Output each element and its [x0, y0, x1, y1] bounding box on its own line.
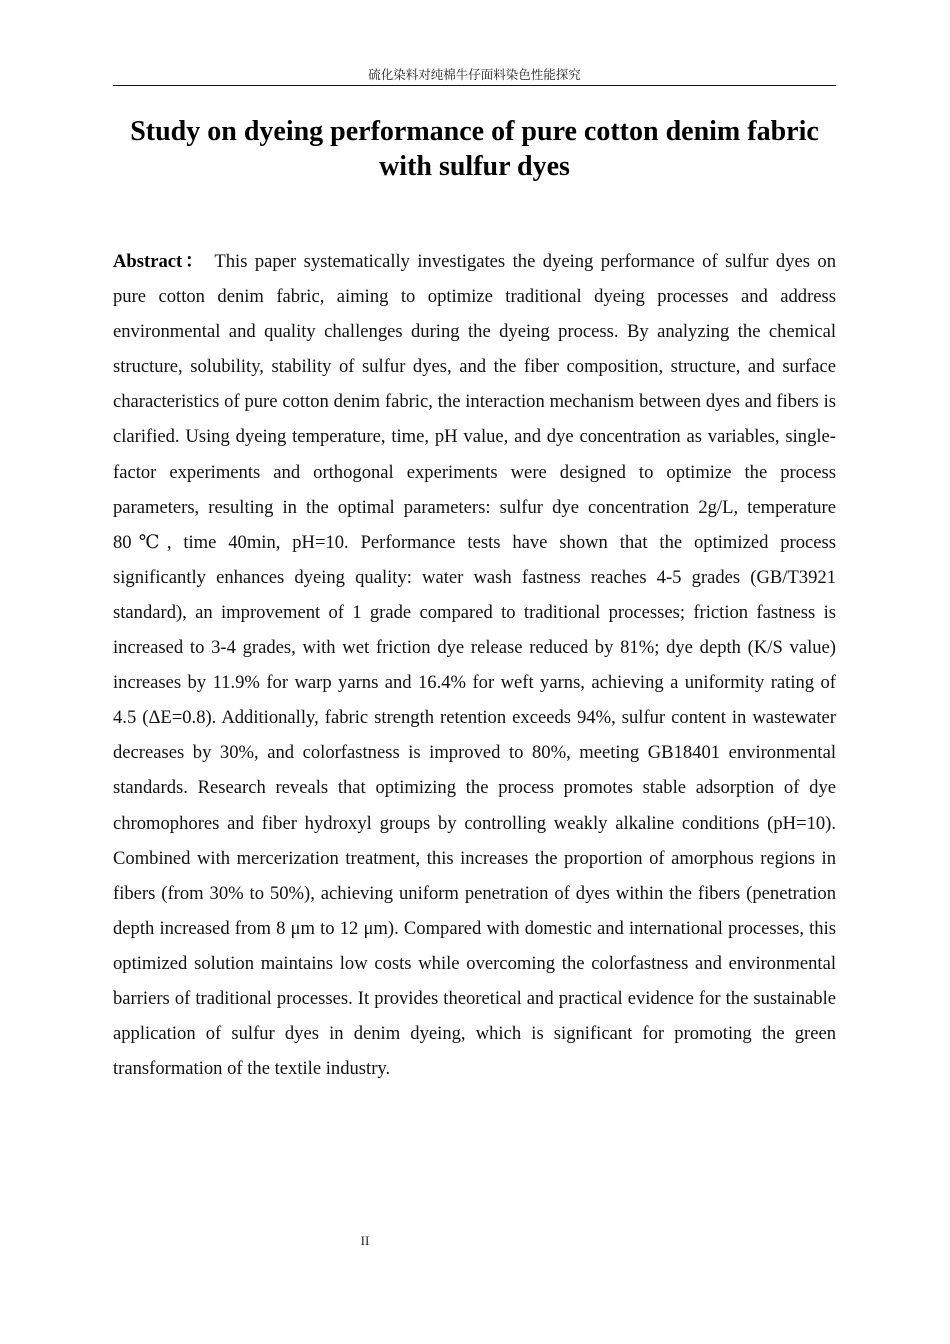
header-rule	[113, 85, 836, 86]
abstract-paragraph	[113, 244, 836, 1086]
title-line-2: with sulfur dyes	[379, 151, 570, 182]
abstract-body: This paper systematically investigates the dyeing performance of sulfur dyes on pure cotton denim fabric, aiming to optimize traditional dyeing processes and address environmental and quality challenges during the dyeing process. By analyzing the chemical structure, solubility, stability of sulfur dyes, and the fiber composition, structure, and surface characteristics of pure cotton denim fabric, the interaction mechanism between dyes and fibers is clarified. Using dyeing temperature, time, pH value, and dye concentration as variables, single-factor experiments and orthogonal experiments were designed to optimize the process parameters, resulting in the optimal parameters: sulfur dye concentration 2g/L, temperature 80℃, time 40min, pH=10. Performance tests have shown that the optimized process significantly enhances dyeing quality: water wash fastness reaches 4-5 grades (GB/T3921 standard), an improvement of 1 grade compared to traditional processes; friction fastness is increased to 3-4 grades, with wet friction dye release reduced by 81%; dye depth (K/S value) increases by 11.9% for warp yarns and 16.4% for weft yarns, achieving a uniformity rating of 4.5 (ΔE=0.8). Additionally, fabric strength retention exceeds 94%, sulfur content in wastewater decreases by 30%, and colorfastness is improved to 80%, meeting GB18401 environmental standards. Research reveals that optimizing the process promotes stable adsorption of dye chromophores and fiber hydroxyl groups by controlling weakly alkaline conditions (pH=10). Combined with mercerization treatment, this increases the proportion of amorphous regions in fibers (from 30% to 50%), achieving uniform penetration of dyes within the fibers (penetration depth increased from 8 μm to 12 μm). Compared with domestic and international processes, this optimized solution maintains low costs while overcoming the colorfastness and environmental barriers of traditional processes. It provides theoretical and practical evidence for the sustainable application of sulfur dyes in denim dyeing, which is significant for promoting the green transformation of the textile industry.	[113, 251, 836, 1080]
page-number: II	[360, 1233, 370, 1248]
title-line-1: Study on dyeing performance of pure cotton denim fabric	[130, 116, 819, 147]
abstract-colon: ：	[182, 251, 207, 272]
paper-title	[113, 114, 836, 184]
abstract-label: Abstract	[113, 251, 183, 272]
running-header: 硫化染料对纯棉牛仔面料染色性能探究	[368, 67, 581, 82]
